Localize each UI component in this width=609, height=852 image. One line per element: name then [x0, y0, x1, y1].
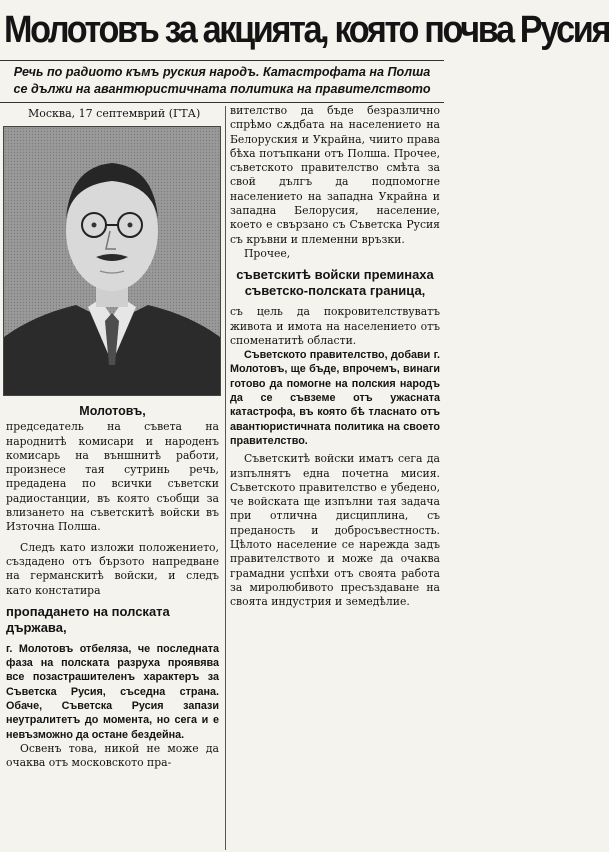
column-divider [225, 106, 226, 850]
headline-rule [0, 60, 444, 61]
portrait-photo [3, 126, 221, 396]
paragraph: вителство да бъде безразлично спрѣмо сѫдбата на населението на Белоруския и Украйна, чиито права бѣха потъпкани отъ Полша. Прочее, съветското правителство смѣта за свой дългъ да подпомогне населението на западна Украйна и западна Белорусия, население, което е свързано съ Съветска Русия съ кръвни и племенни връзки. [230, 104, 440, 246]
section-subtitle: съветскитѣ войски преминаха съветско-полската граница, [236, 267, 434, 299]
paragraph: председатель на съвета на народнитѣ комисари и народенъ комисарь на външнитѣ работи, произнесе тая сутринь речь, предадена по всички съветски радиостанции, въ която съобщи за влизането на съветскитѣ войски въ Източна Полша. [6, 420, 219, 534]
article-column-right [230, 104, 440, 610]
paragraph: Съветскитѣ войски иматъ сега да изпълнятъ една почетна мисия. Съветското правителство е убедено, че войската ще изпълни тая задача при отлична дисциплина, съ преданость и добросъвестность. Цѣлото население се нарежда задъ правителството и може да очаква грамадни успѣхи отъ своята работа за миролюбивото пресъздаване на своята индустрия и земедѣлие. [230, 452, 440, 609]
paragraph: Съветското правителство, добави г. Молотовъ, ще бъде, впрочемъ, винаги готово да помогне на полския народъ да се съвземе отъ ужасната катастрофа, въ която бѣ тласнато отъ авантюристичната политика на своето правителство. [230, 349, 440, 447]
paragraph: г. Молотовъ отбеляза, че последната фаза на полската разруха проявява все позастрашителенъ характеръ за Съветска Русия, съседна страна. Обаче, Съветска Русия запази неутралитетъ до момента, но сега и е невъзможно да остане бездейна. [6, 642, 219, 741]
paragraph: Следъ като изложи положението, създадено отъ бързото напредване на германскитѣ войски, и следъ като констатира [6, 540, 219, 597]
portrait-caption: Молотовъ, [79, 404, 146, 418]
article-subheadline: Речь по радиото къмъ руския народъ. Катастрофата на Полша се дължи на авантюристичната политика на правителството [13, 65, 431, 96]
dateline: Москва, 17 септемврий (ГТА) [28, 107, 201, 120]
paragraph: съ цель да покровителствуватъ живота и имота на населението отъ споменатитѣ области. [230, 305, 440, 347]
subheadline-rule [0, 102, 444, 103]
section-subtitle: пропадането на полската държава, [6, 603, 170, 635]
paragraph: Прочее, [244, 246, 291, 260]
article-headline: Молотовъ за акцията, която почва Русия [4, 9, 609, 51]
article-column-left [6, 404, 219, 771]
portrait-illustration [4, 127, 220, 395]
paragraph: Освенъ това, никой не може да очаква отъ московското пра- [6, 741, 219, 770]
